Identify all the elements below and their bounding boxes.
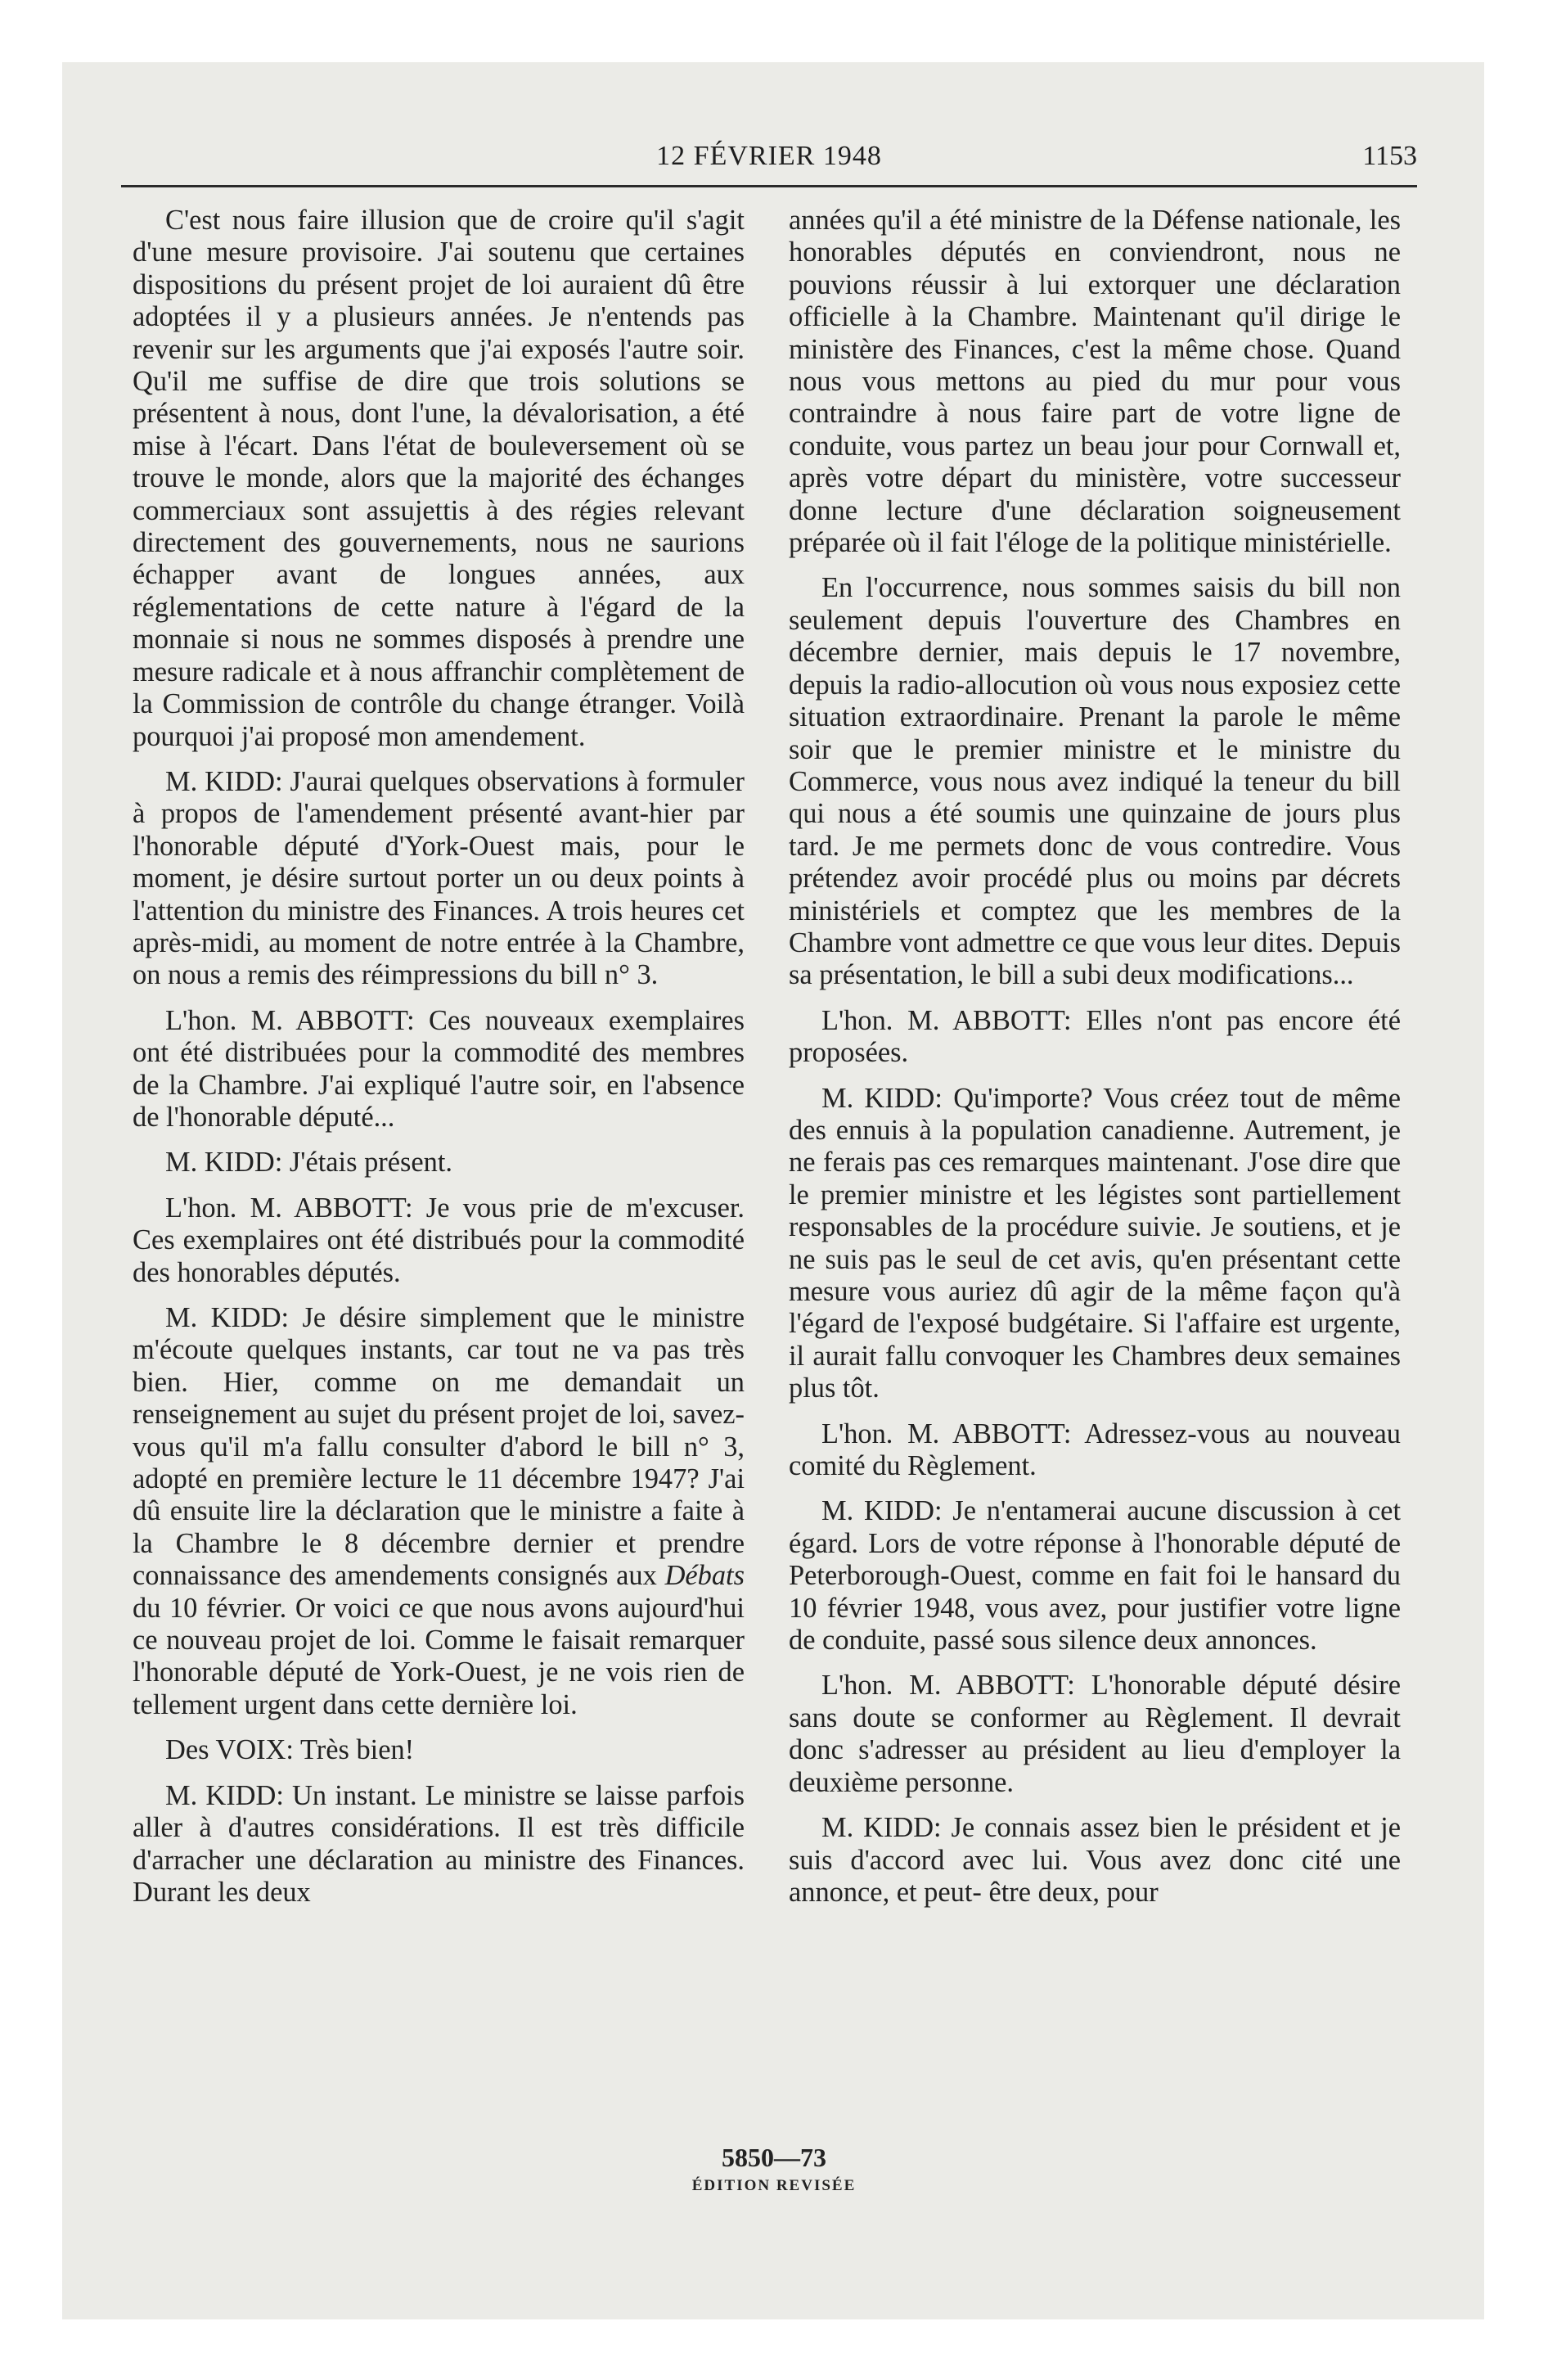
paragraph: En l'occurrence, nous sommes saisis du bill non seulement depuis l'ouverture des Chambres en décembre dernier, mais depuis le 17 novembre, depuis la radio-allocution où vous nous exposiez cette situation extraordinaire. Prenant la parole le même soir que le premier ministre et le ministre du Commerce, vous nous avez indiqué la teneur du bill qui nous a été soumis une quinzaine de jours plus tard. Je me permets donc de vous contredire. Vous prétendez avoir procédé plus ou moins par décrets ministériels et comptez que les membres de la Chambre vont admettre ce que vous leur dites. Depuis sa présentation, le bill a subi deux modifications...: [789, 572, 1401, 991]
paragraph: M. KIDD: Je connais assez bien le président et je suis d'accord avec lui. Vous avez donc cité une annonce, et peut- être deux, pour: [789, 1812, 1401, 1908]
header-date: 12 FÉVRIER 1948: [656, 141, 882, 171]
paragraph: M. KIDD: J'aurai quelques observations à formuler à propos de l'amendement présenté avant-hier par l'honorable député d'York-Ouest mais, pour le moment, je désire surtout porter un ou deux points à l'attention du ministre des Finances. A trois heures cet après-midi, au moment de notre entrée à la Chambre, on nous a remis des réimpressions du bill n° 3.: [133, 765, 745, 991]
printer-signature: 5850—73: [722, 2143, 826, 2172]
debats-title: Débats: [664, 1560, 745, 1592]
paragraph: L'hon. M. ABBOTT: L'honorable député désire sans doute se conformer au Règlement. Il devrait donc s'adresser au président au lieu d'employer la deuxième personne.: [789, 1670, 1401, 1798]
left-column: [133, 205, 745, 1922]
page-number: 1153: [1362, 141, 1417, 171]
page-header: [121, 141, 1417, 187]
paragraph: M. KIDD: Qu'importe? Vous créez tout de même des ennuis à la population canadienne. Autrement, je ne ferais pas ces remarques maintenant. J'ose dire que le premier ministre et les légistes sont partiellement responsables de la procédure suivie. Je soutiens, et je ne suis pas le seul de cet avis, qu'en présentant cette mesure vous auriez dû agir de la même façon qu'à l'égard de l'exposé budgétaire. Si l'affaire est urgente, il aurait fallu convoquer les Chambres deux semaines plus tôt.: [789, 1082, 1401, 1404]
paragraph: M. KIDD: Je n'entamerai aucune discussion à cet égard. Lors de votre réponse à l'honorable député de Peterborough-Ouest, comme en fait foi le hansard du 10 février 1948, vous avez, pour justifier votre ligne de conduite, passé sous silence deux annonces.: [789, 1495, 1401, 1657]
paragraph: M. KIDD: Un instant. Le ministre se laisse parfois aller à d'autres considérations. Il est très difficile d'arracher une déclaration au ministre des Finances. Durant les deux: [133, 1779, 745, 1908]
paragraph: M. KIDD: J'étais présent.: [165, 1147, 452, 1179]
paragraph: L'hon. M. ABBOTT: Ces nouveaux exemplaires ont été distribuées pour la commodité des membres de la Chambre. J'ai expliqué l'autre soir, en l'absence de l'honorable député...: [133, 1004, 745, 1133]
paragraph-text: M. KIDD: Je désire simplement que le ministre m'écoute quelques instants, car tout ne va pas très bien. Hier, comme on me demandait un renseignement au sujet du présent projet de loi, savez-vous qu'il m'a fallu consulter d'abord le bill n° 3, adopté en première lecture le 11 décembre 1947? J'ai dû ensuite lire la déclaration que le ministre a faite à la Chambre le 8 décembre dernier et prendre connaissance des amendements consignés aux: [133, 1302, 745, 1592]
header-rule: [121, 185, 1417, 187]
edition-note: ÉDITION REVISÉE: [691, 2177, 857, 2194]
paragraph: [133, 1302, 745, 1721]
paragraph: L'hon. M. ABBOTT: Elles n'ont pas encore été proposées.: [789, 1004, 1401, 1069]
paragraph: années qu'il a été ministre de la Défense nationale, les honorables députés en conviendront, nous ne pouvions réussir à lui extorquer une déclaration officielle à la Chambre. Maintenant qu'il dirige le ministère des Finances, c'est la même chose. Quand nous vous mettons au pied du mur pour vous contraindre à nous faire part de votre ligne de conduite, vous partez un beau jour pour Cornwall et, après votre départ du ministère, votre successeur donne lecture d'une déclaration soigneusement préparée où il fait l'éloge de la politique ministérielle.: [789, 205, 1401, 559]
paragraph: Des VOIX: Très bien!: [165, 1734, 415, 1766]
right-column: [789, 205, 1401, 1922]
paragraph-text: du 10 février. Or voici ce que nous avons aujourd'hui ce nouveau projet de loi. Comme le faisait remarquer l'honorable député de York-Ouest, je ne vois rien de tellement urgent dans cette dernière loi.: [133, 1592, 745, 1720]
paragraph: L'hon. M. ABBOTT: Je vous prie de m'excuser. Ces exemplaires ont été distribués pour la commodité des honorables députés.: [133, 1192, 745, 1288]
paragraph: L'hon. M. ABBOTT: Adressez-vous au nouveau comité du Règlement.: [789, 1418, 1401, 1482]
paragraph: C'est nous faire illusion que de croire qu'il s'agit d'une mesure provisoire. J'ai soutenu que certaines dispositions du présent projet de loi auraient dû être adoptées il y a plusieurs années. Je n'entends pas revenir sur les arguments que j'ai exposés l'autre soir. Qu'il me suffise de dire que trois solutions se présentent à nous, dont l'une, la dévalorisation, a été mise à l'écart. Dans l'état de bouleversement où se trouve le monde, alors que la majorité des échanges commerciaux sont assujettis à des régies relevant directement des gouvernements, nous ne saurions échapper avant de longues années, aux réglementations de cette nature à l'égard de la monnaie si nous ne sommes disposés à prendre une mesure radicale et à nous affranchir complètement de la Commission de contrôle du change étranger. Voilà pourquoi j'ai proposé mon amendement.: [133, 205, 745, 752]
